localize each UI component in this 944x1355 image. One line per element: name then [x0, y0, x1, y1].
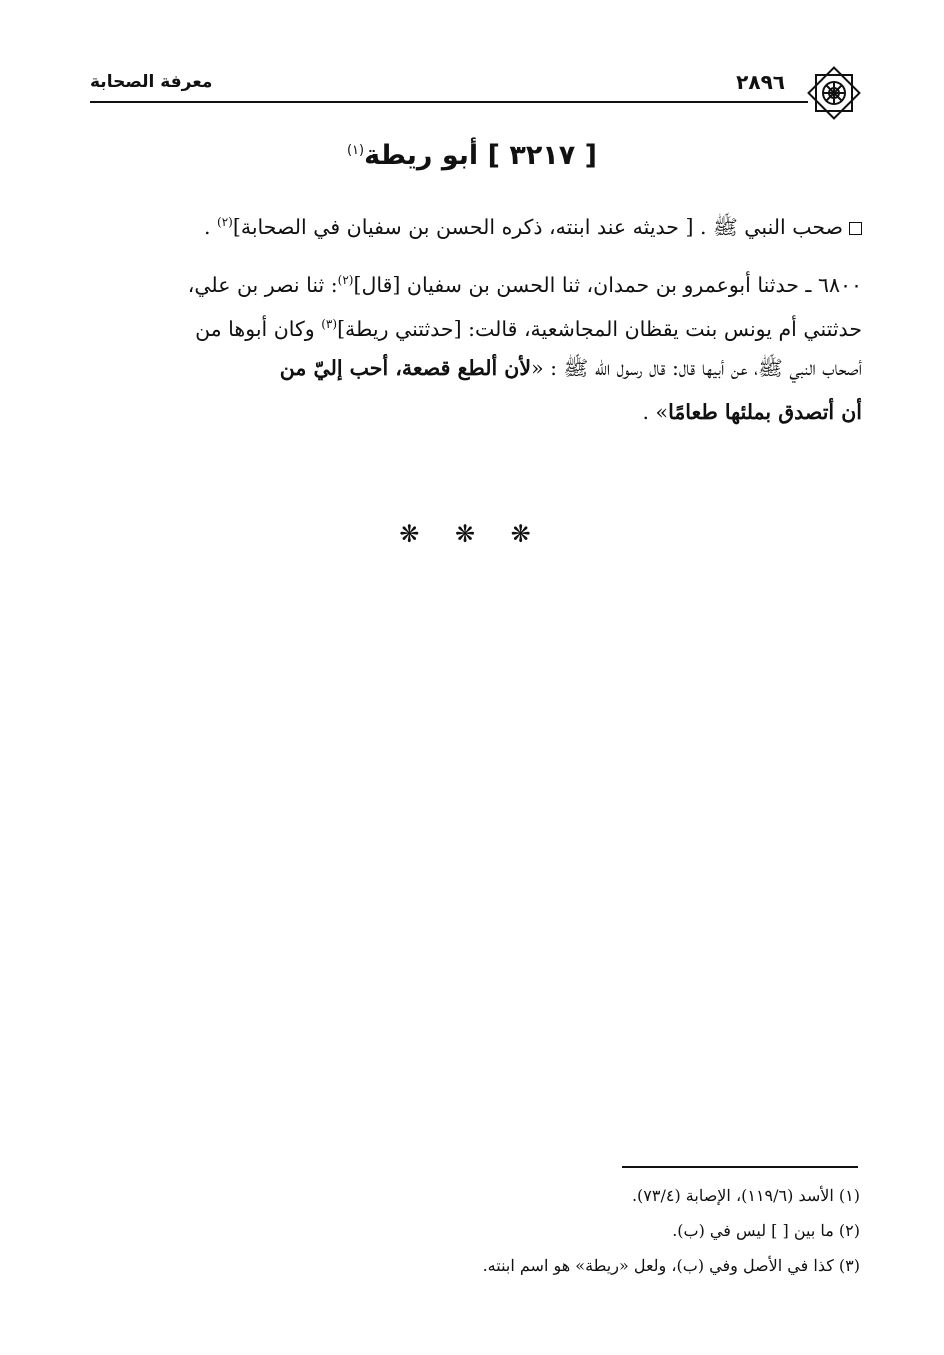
intro-paragraph [92, 200, 862, 244]
section-separator: ❋ ❋ ❋ [399, 520, 545, 548]
hadith-line-2-text: حدثتني أم يونس بنت يقظان المجاشعية، قالت: [حدثتني ريطة] [337, 316, 862, 341]
entry-title [0, 140, 944, 171]
hadith-quote-part-2: أن أتصدق بملئها طعامًا [668, 400, 862, 424]
intro-end: . [203, 214, 217, 239]
hadith-footnote-ref-2: (٢) [337, 273, 354, 287]
footnote-3: (٣) كذا في الأصل وفي (ب)، ولعل «ريطة» هو اسم ابنته. [482, 1256, 860, 1275]
footnote-rule [622, 1166, 858, 1168]
header-rule [90, 101, 808, 103]
square-bullet-icon [849, 222, 862, 235]
page-number: ٢٨٩٦ [736, 70, 785, 94]
entry-number: [ ٣٢١٧ ] [487, 140, 598, 171]
footnote-1: (١) الأسد (١١٩/٦)، الإصابة (٧٣/٤). [631, 1186, 860, 1205]
octagonal-star-ornament-icon [803, 62, 865, 124]
hadith-line-3-text: أصحاب النبي ﷺ، عن أبيها قال: قال رسول الله ﷺ : « [531, 356, 862, 380]
hadith-line-1-text: ٦٨٠٠ ـ حدثنا أبوعمرو بن حمدان، ثنا الحسن بن سفيان [قال] [353, 272, 862, 297]
hadith-footnote-ref-3: (٣) [321, 317, 338, 331]
hadith-line-3 [92, 346, 862, 390]
hadith-quote-part-1: لأن ألطع قصعة، أحب إليّ من [279, 356, 532, 380]
footnote-2: (٢) ما بين [ ] ليس في (ب). [672, 1221, 860, 1240]
entry-footnote-ref: (١) [346, 143, 365, 158]
footnotes [300, 1178, 860, 1283]
intro-text: صحب النبي ﷺ . [ حديثه عند ابنته، ذكره الحسن بن سفيان في الصحابة] [232, 214, 843, 239]
hadith-paragraph [92, 258, 862, 434]
intro-footnote-ref: (٢) [217, 215, 233, 229]
hadith-line-4 [92, 390, 862, 434]
hadith-line-1 [92, 258, 862, 302]
hadith-line-1-end: : ثنا نصر بن علي، [187, 272, 338, 297]
intro-line [92, 200, 862, 244]
book-title: معرفة الصحابة [90, 72, 213, 92]
hadith-line-2 [92, 302, 862, 346]
entry-name: أبو ريطة [364, 140, 479, 171]
hadith-line-4-end: » . [642, 400, 669, 424]
running-header [90, 62, 865, 102]
hadith-line-2-end: وكان أبوها من [195, 316, 322, 341]
